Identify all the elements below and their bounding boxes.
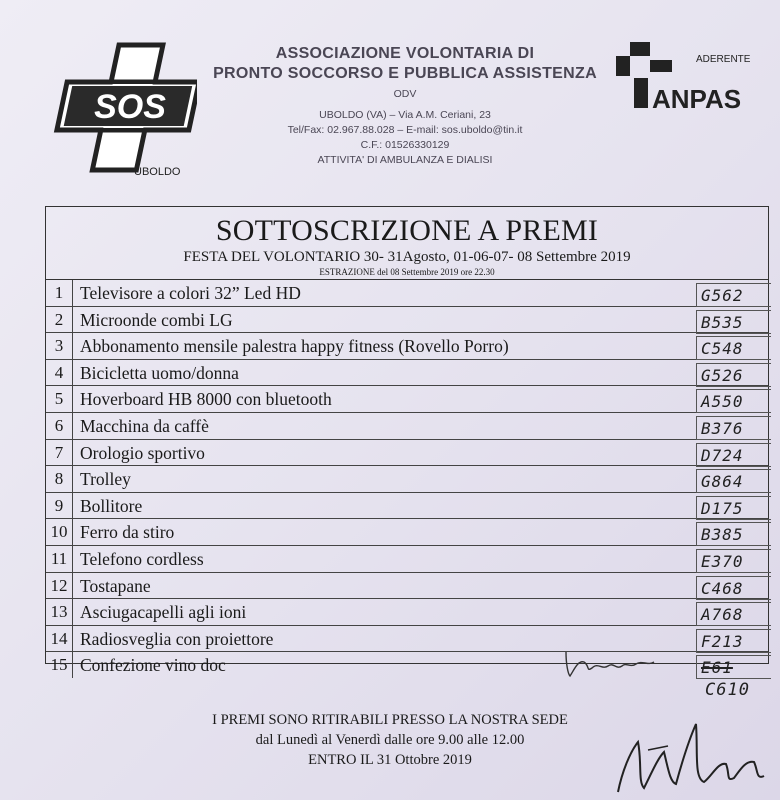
org-name-line2: PRONTO SOCCORSO E PUBBLICA ASSISTENZA: [213, 65, 597, 82]
winning-ticket-code: A768: [696, 602, 771, 626]
winning-ticket-code: B385: [696, 522, 771, 546]
prize-row: [46, 440, 768, 467]
prize-description: Tostapane: [80, 575, 151, 596]
winning-ticket-code: G526: [696, 363, 771, 387]
extraction-date: ESTRAZIONE del 08 Settembre 2019 ore 22.30: [319, 267, 495, 277]
anpas-logo: [612, 38, 762, 118]
prize-row: [46, 360, 768, 387]
winning-ticket-code: A550: [696, 389, 771, 413]
signature-small: [560, 640, 660, 680]
prize-number: 10: [46, 519, 73, 545]
prize-number: 6: [46, 413, 73, 439]
org-contact: Tel/Fax: 02.967.88.028 – E-mail: sos.uboldo@tin.it: [287, 124, 523, 136]
svg-text:SOS: SOS: [94, 88, 166, 126]
winning-ticket-code: D175: [696, 496, 771, 520]
prize-number: 1: [46, 280, 73, 306]
winning-ticket-code: E370: [696, 549, 771, 573]
winning-ticket-code: B535: [696, 310, 771, 334]
winning-ticket-code: C468: [696, 576, 771, 600]
prize-row: [46, 386, 768, 413]
prize-row: [46, 413, 768, 440]
prize-row: [46, 573, 768, 600]
document-subtitle: FESTA DEL VOLONTARIO 30- 31Agosto, 01-06-07- 08 Settembre 2019: [183, 249, 631, 265]
footer-line1: I PREMI SONO RITIRABILI PRESSO LA NOSTRA SEDE: [212, 712, 568, 728]
prize-row: [46, 546, 768, 573]
winning-ticket-code: G864: [696, 469, 771, 493]
prize-number: 11: [46, 546, 73, 572]
prize-description: Ferro da stiro: [80, 522, 175, 543]
winning-ticket-code: B376: [696, 416, 771, 440]
org-tax-code: C.F.: 01526330129: [360, 139, 450, 151]
corrected-code: C610: [705, 680, 750, 700]
footer-notice: [140, 710, 640, 770]
prize-description: Telefono cordless: [80, 548, 204, 569]
prize-description: Radiosveglia con proiettore: [80, 628, 274, 649]
prize-number: 5: [46, 386, 73, 412]
prize-number: 9: [46, 493, 73, 519]
prize-description: Televisore a colori 32” Led HD: [80, 283, 301, 303]
prize-number: 2: [46, 307, 73, 333]
prize-row: [46, 466, 768, 493]
prize-number: 7: [46, 440, 73, 466]
prize-number: 12: [46, 573, 73, 599]
prize-description: Macchina da caffè: [80, 415, 209, 436]
prize-number: 3: [46, 333, 73, 359]
signature-large: [608, 712, 778, 797]
organization-header: [210, 44, 600, 168]
org-activity: ATTIVITA' DI AMBULANZA E DIALISI: [317, 154, 493, 166]
svg-text:ANPAS: ANPAS: [652, 84, 742, 114]
prize-description: Microonde combi LG: [80, 309, 233, 330]
footer-line2: dal Lunedì al Venerdì dalle ore 9.00 alle 12.00: [255, 732, 525, 748]
prize-number: 8: [46, 466, 73, 492]
prize-description: Bollitore: [80, 495, 143, 516]
prize-description: Orologio sportivo: [80, 442, 205, 463]
prize-number: 13: [46, 599, 73, 625]
footer-line3: ENTRO IL 31 Ottobre 2019: [308, 752, 472, 768]
prize-sheet: [45, 206, 769, 678]
prize-row: [46, 599, 768, 626]
prize-description: Abbonamento mensile palestra happy fitness (Rovello Porro): [80, 336, 509, 357]
sos-logo: [52, 40, 197, 180]
prize-row: [46, 333, 768, 360]
prize-description: Trolley: [80, 469, 131, 490]
prize-row: [46, 280, 768, 307]
prize-description: Hoverboard HB 8000 con bluetooth: [80, 389, 332, 410]
svg-text:UBOLDO: UBOLDO: [134, 166, 181, 178]
winning-ticket-code: C548: [696, 336, 771, 360]
prize-row: [46, 493, 768, 520]
prize-number: 4: [46, 360, 73, 386]
prize-row: [46, 307, 768, 334]
winning-ticket-code: F213: [696, 629, 771, 653]
winning-ticket-code: G562: [696, 283, 771, 307]
prize-description: Bicicletta uomo/donna: [80, 362, 239, 383]
prize-row: [46, 519, 768, 546]
prize-number: 15: [46, 652, 73, 678]
org-type: ODV: [393, 88, 417, 100]
svg-text:ADERENTE: ADERENTE: [696, 54, 751, 65]
prize-number: 14: [46, 626, 73, 652]
prize-description: Confezione vino doc: [80, 655, 226, 676]
prize-description: Asciugacapelli agli ioni: [80, 602, 247, 623]
winning-ticket-code: D724: [696, 443, 771, 467]
document-title: SOTTOSCRIZIONE A PREMI: [215, 214, 599, 247]
winning-ticket-code: E61: [696, 655, 771, 679]
org-name-line1: ASSOCIAZIONE VOLONTARIA DI: [275, 45, 535, 62]
org-address: UBOLDO (VA) – Via A.M. Ceriani, 23: [319, 109, 491, 121]
prize-list: [46, 279, 768, 678]
